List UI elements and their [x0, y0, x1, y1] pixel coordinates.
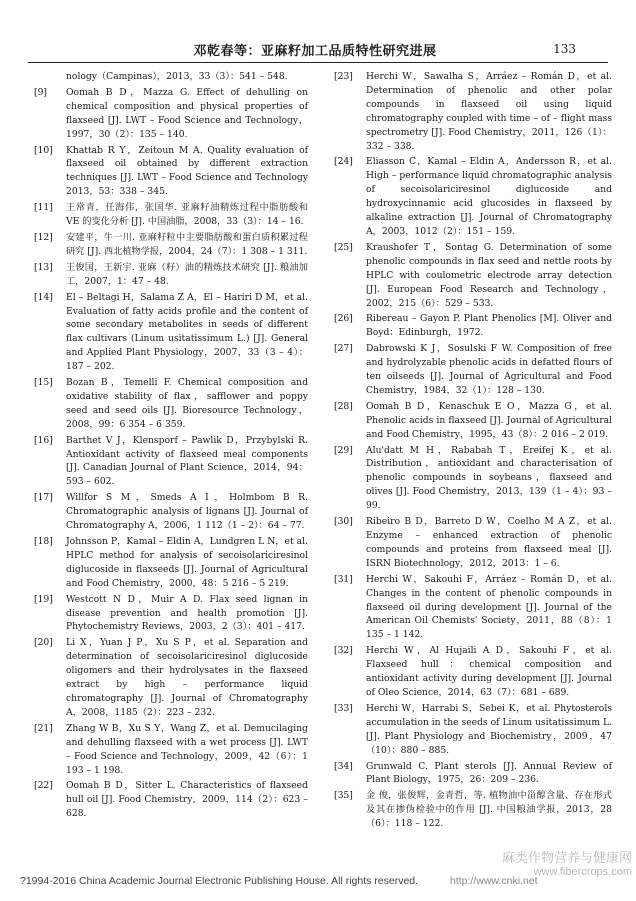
- reference-item: [34, 779, 308, 821]
- reference-text: Ribereau – Gayon P. Plant Phenolics [M]. Oliver and Boyd：Edinburgh，1972.: [366, 313, 612, 339]
- footer-site-link[interactable]: http://www.cnki.net: [450, 875, 538, 887]
- reference-text: Oomah B D，Kenaschuk E O，Mazza G，et al. Phenolic acids in flaxseed [J]. Journal of Agricultural and Food Chemistry，1995，43（8）：2 016 – 2 019.: [366, 400, 612, 440]
- reference-item: [34, 593, 308, 635]
- reference-item: [34, 201, 308, 229]
- reference-item: [334, 573, 612, 643]
- reference-text: Herchi W，Al Hujaili A D，Sakouhi F，et al. Flaxseed hull：chemical composition and antioxidant activity during development [J]. Journal of Oleo Science，2014，63（7）：681 – 689.: [366, 645, 612, 698]
- reference-item: [334, 342, 612, 398]
- reference-number: [30]: [334, 516, 353, 528]
- reference-item: [334, 241, 612, 311]
- reference-text: Herchi W，Sakouhi F，Arráez – Román D，et al. Changes in the content of phenolic compounds in flaxseed oil during development [J]. Journal of the American Oil Chemists' Society，2011，88（8）：1 135 – 1 142.: [366, 573, 612, 641]
- reference-number: [23]: [334, 71, 353, 82]
- reference-text: nology（Campinas），2013，33（3）：541 – 548.: [66, 71, 288, 82]
- reference-item: [34, 535, 308, 591]
- reference-number: [33]: [334, 702, 353, 714]
- reference-number: [9]: [34, 86, 48, 98]
- reference-text: Khattab R Y，Zeitoun M A. Quality evaluation of flaxseed oil obtained by different extraction techniques [J]. LWT – Food Science and Technology 2013，53：338 – 345.: [66, 144, 308, 198]
- reference-item: [334, 789, 612, 831]
- reference-number: [13]: [34, 261, 53, 273]
- reference-number: [34]: [334, 760, 353, 772]
- reference-item: [334, 702, 612, 758]
- reference-number: [15]: [34, 377, 53, 389]
- reference-text: 王俊国，王新宇. 亚麻（籽）油的精炼技术研究 [J]. 粮油加工，2007，1：47 – 48.: [66, 261, 308, 287]
- reference-number: [18]: [34, 536, 53, 547]
- header-rule: [28, 62, 608, 63]
- page-header: [0, 0, 636, 62]
- reference-item: [34, 291, 308, 374]
- reference-item: [34, 636, 308, 719]
- watermark-url: www.fibercrops.com: [533, 866, 632, 878]
- running-title: 邓乾春等：亚麻籽加工品质特性研究进展: [193, 44, 437, 59]
- reference-number: [26]: [334, 313, 353, 325]
- reference-number: [16]: [34, 434, 53, 446]
- left-column-references: [34, 70, 308, 823]
- reference-text: Westcott N D，Muir A D. Flax seed lignan in disease prevention and health promotion [J]. Phytochemistry Reviews，2003，2（3）：401 – 417.: [66, 593, 308, 633]
- reference-item: [334, 760, 612, 788]
- reference-number: [10]: [34, 144, 53, 156]
- reference-item: [34, 722, 308, 778]
- reference-item: [334, 70, 612, 153]
- reference-text: Barthet V J，Klensporf – Pawlik D，Przybylski R. Antioxidant activity of flaxseed meal components [J]. Canadian Journal of Plant Science，2014，94：593 – 602.: [66, 434, 308, 488]
- reference-text: Ribeiro B D，Barreto D W，Coelho M A Z，et al. Enzyme – enhanced extraction of phenolic compounds and proteins from flaxseed meal [J]. ISRN Biotechnology，2012，2013：1 – 6.: [366, 516, 612, 569]
- reference-text: Kraushofer T，Sontag G. Determination of some phenolic compounds in flax seed and nettle roots by HPLC with coulometric electrode array detection [J]. European Food Research and Technology，2002，215（6）：529 – 533.: [366, 241, 612, 309]
- reference-text: Dabrowski K J，Sosulski F W. Composition of free and hydrolyzable phenolic acids in defatted flours of ten oilseeds [J]. Journal of Agricultural and Food Chemistry，1984，32（1）：128 – 130.: [366, 343, 612, 396]
- reference-item: [34, 491, 308, 533]
- reference-number: [27]: [334, 343, 353, 355]
- reference-item: [34, 231, 308, 259]
- reference-text: Zhang W B，Xu S Y，Wang Z，et al. Demucilaging and dehulling flaxseed with a wet process [J]. LWT – Food Science and Technology，2009，42（6）：1 193 – 1 198.: [66, 722, 308, 776]
- reference-text: Johnsson P，Kamal – Eldin A，Lundgren L N，et al. HPLC method for analysis of secoisolariciresinol diglucoside in flaxseeds [J]. Journal of Agricultural and Food Chemistry，2000，48：5 216 – 5 219.: [66, 536, 308, 589]
- reference-text: Oomah B D，Mazza G. Effect of dehulling on chemical composition and physical properties of flaxseed [J]. LWT – Food Science and Technology，1997，30（2）：135 – 140.: [66, 86, 308, 140]
- right-column-references: [334, 70, 612, 833]
- reference-number: [35]: [334, 790, 353, 802]
- reference-text: Oomah B D，Sitter L. Characteristics of flaxseed hull oil [J]. Food Chemistry，2009，114（2）：623 – 628.: [66, 780, 308, 820]
- reference-number: [32]: [334, 645, 353, 657]
- reference-item: [34, 70, 308, 84]
- reference-number: [20]: [34, 637, 53, 649]
- reference-item: [334, 515, 612, 571]
- reference-item: [334, 400, 612, 442]
- copyright-notice: ?1994-2016 China Academic Journal Electronic Publishing House. All rights reserved.: [20, 875, 419, 887]
- reference-text: Willfor S M，Smeds A I，Holmbom B R. Chromatographic analysis of lignans [J]. Journal of Chromatography A，2006，1 112（1 – 2）：64 – 77.: [66, 492, 308, 532]
- reference-item: [34, 261, 308, 289]
- watermark-site-name: 麻类作物营养与健康网: [501, 850, 632, 865]
- reference-item: [34, 376, 308, 432]
- reference-item: [334, 444, 612, 514]
- reference-number: [17]: [34, 492, 53, 504]
- page-footer: [20, 872, 626, 894]
- reference-text: Li X，Yuan J P，Xu S P，et al. Separation and determination of secoisolariciresinol diglucoside oligomers and their hydrolysates in the flaxseed extract by high – performance liquid chromatography [J]. Journal of Chromatography A，2008，1185（2）：223 – 232.: [66, 637, 308, 718]
- reference-item: [34, 144, 308, 200]
- page-number: 133: [553, 42, 576, 56]
- reference-number: [28]: [334, 400, 353, 412]
- reference-item: [334, 644, 612, 700]
- reference-number: [19]: [34, 593, 53, 605]
- reference-number: [22]: [34, 780, 53, 792]
- reference-text: 王常青，任海伟，张国华. 亚麻籽油精炼过程中脂肪酸和 VE 的变化分析 [J]. 中国油脂，2008，33（3）：14 – 16.: [66, 202, 308, 228]
- reference-text: Herchi W，Sawalha S，Arráez – Román D，et al. Determination of phenolic and other polar compounds in flaxseed oil using liquid chromatography coupled with time – of – flight mass spectrometry [J]. Food Chemistry，2011，126（1）：332 – 338.: [366, 71, 612, 152]
- reference-number: [29]: [334, 444, 353, 456]
- reference-number: [12]: [34, 231, 53, 243]
- reference-item: [334, 155, 612, 238]
- reference-text: Alu'datt M H，Rababah T，Ereifej K，et al. Distribution，antioxidant and characterisation of phenolic compounds in soybeans，flaxseed and olives [J]. Food Chemistry，2013，139（1 – 4）：93 – 99.: [366, 444, 612, 512]
- reference-number: [11]: [34, 202, 53, 214]
- reference-item: [334, 312, 612, 340]
- reference-text: 金 俊，张俊辉，金青哲，等. 植物油中甾醇含量、存在形式及其在掺伪检验中的作用 [J]. 中国粮油学报，2013，28（6）：118 – 122.: [366, 790, 612, 830]
- reference-text: Herchi W，Harrabi S，Sebei K，et al. Phytosterols accumulation in the seeds of Linum usitatissimum L. [J]. Plant Physiology and Biochemistry，2009，47（10）：880 – 885.: [366, 702, 612, 756]
- reference-text: Eliasson C，Kamal – Eldin A，Andersson R，et al. High – performance liquid chromatographic analysis of secoisolariciresinol diglucoside and hydroxycinnamic acid glucosides in flaxseed by alkaline extraction [J]. Journal of Chromatography A，2003，1012（2）：151 – 159.: [366, 156, 612, 237]
- reference-number: [31]: [334, 573, 353, 585]
- reference-number: [25]: [334, 241, 353, 253]
- reference-text: Bozan B，Temelli F. Chemical composition and oxidative stability of flax，safflower and poppy seed and seed oils [J]. Bioresource Technology，2008，99：6 354 – 6 359.: [66, 377, 308, 430]
- reference-number: [24]: [334, 156, 353, 168]
- reference-text: 安建平，牛一川. 亚麻籽粒中主要脂肪酸和蛋白质积累过程研究 [J]. 西北植物学报，2004，24（7）：1 308 – 1 311.: [66, 231, 308, 257]
- reference-number: [14]: [34, 291, 53, 303]
- reference-text: Grunwald C. Plant sterols [J]. Annual Review of Plant Biology，1975，26：209 – 236.: [366, 760, 612, 786]
- reference-number: [21]: [34, 722, 53, 734]
- reference-item: [34, 86, 308, 142]
- reference-text: El – Beltagi H，Salama Z A，El – Hariri D M，et al. Evaluation of fatty acids profile and the content of some secondary metabolites in seeds of different flax cultivars (Linum usitatissimum L.) [J]. General and Applied Plant Physiology，2007，33（3 – 4）：187 – 202.: [66, 291, 308, 373]
- reference-item: [34, 434, 308, 490]
